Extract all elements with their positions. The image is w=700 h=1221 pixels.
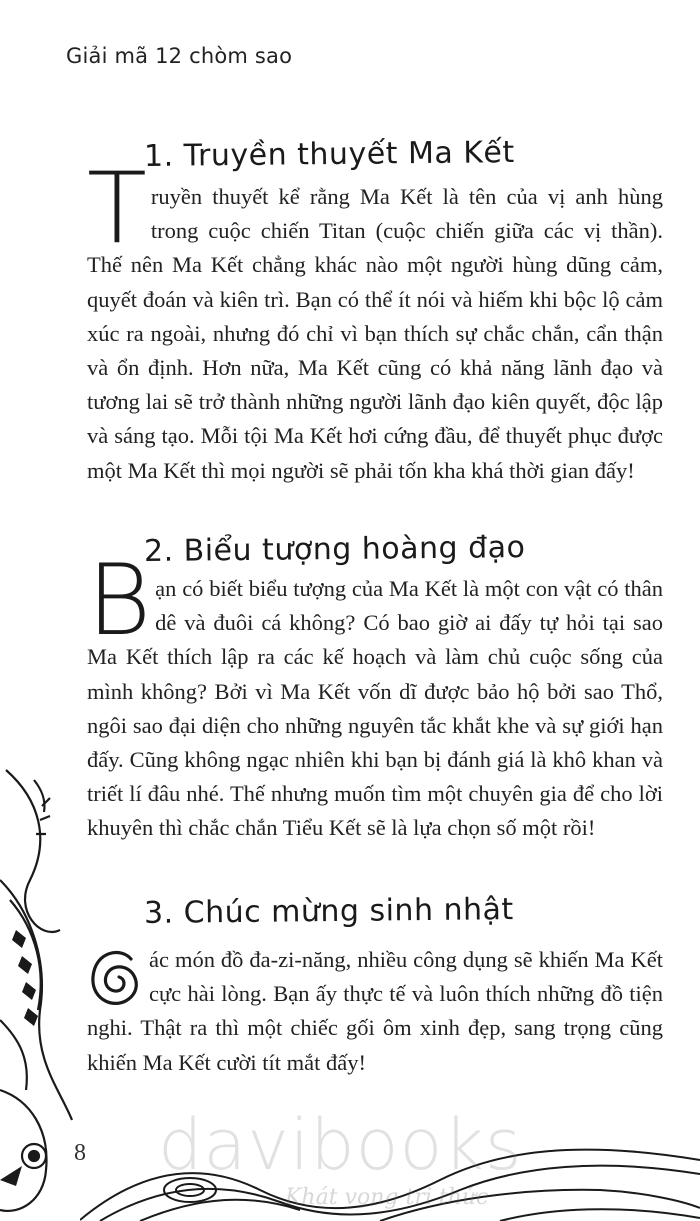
page-number: 8: [74, 1140, 86, 1166]
section-title-legend: 1. Truyền thuyết Ma Kết: [143, 134, 515, 174]
ornament-left-icon: [0, 760, 80, 1221]
dropcap-t: T: [87, 152, 147, 266]
section-title-zodiac-symbol: 2. Biểu tượng hoàng đạo: [143, 529, 526, 569]
paragraph-text: ạn có biết biểu tượng của Ma Kết là một con vật có thân dê và đuôi cá không? Có bao giờ ai đấy tự hỏi tại sao Ma Kết thích lập ra các kế hoạch và làm chủ cuộc sống của mình không? Bởi vì Ma Kết vốn dĩ được bảo hộ bởi sao Thổ, ngôi sao đại diện cho những nguyên tắc khắt khe và sự giới hạn đấy. Cũng không ngạc nhiên khi bạn bị đánh giá là khô khan và triết lí đâu nhé. Thế nhưng muốn tìm một chuyên gia để cho lời khuyên thì chắc chắn Tiểu Kết sẽ là lựa chọn số một rồi!: [87, 576, 663, 841]
dropcap-c-spiral-icon: [87, 945, 145, 1011]
watermark-tagline: Khát vọng tri thức: [285, 1185, 489, 1210]
watermark-logo: davibooks: [158, 1104, 523, 1186]
paragraph-text: ác món đồ đa-zi-năng, nhiều công dụng sẽ khiến Ma Kết cực hài lòng. Bạn ấy thực tế và luôn thích những đồ tiện nghi. Thật ra thì một chiếc gối ôm xinh đẹp, sang trọng cũng khiến Ma Kết cười tít mắt đấy!: [87, 947, 663, 1075]
section-body-birthday: [87, 943, 663, 1080]
paragraph-text: ruyền thuyết kể rằng Ma Kết là tên của vị anh hùng trong cuộc chiến Titan (cuộc chiến giữa các vị thần). Thế nên Ma Kết chẳng khác nào một người hùng dũng cảm, quyết đoán và kiên trì. Bạn có thể ít nói và hiếm khi bộc lộ cảm xúc ra ngoài, nhưng đó chỉ vì bạn thích sự chắc chắn, cẩn thận và ổn định. Hơn nữa, Ma Kết cũng có khả năng lãnh đạo và tương lai sẽ trở thành những người lãnh đạo kiên quyết, độc lập và sáng tạo. Mỗi tội Ma Kết hơi cứng đầu, để thuyết phục được một Ma Kết thì mọi người sẽ phải tốn kha khá thời gian đấy!: [87, 184, 663, 483]
running-header: Giải mã 12 chòm sao: [66, 44, 293, 68]
section-title-birthday: 3. Chúc mừng sinh nhật: [143, 891, 514, 931]
dropcap-b: B: [87, 544, 152, 658]
